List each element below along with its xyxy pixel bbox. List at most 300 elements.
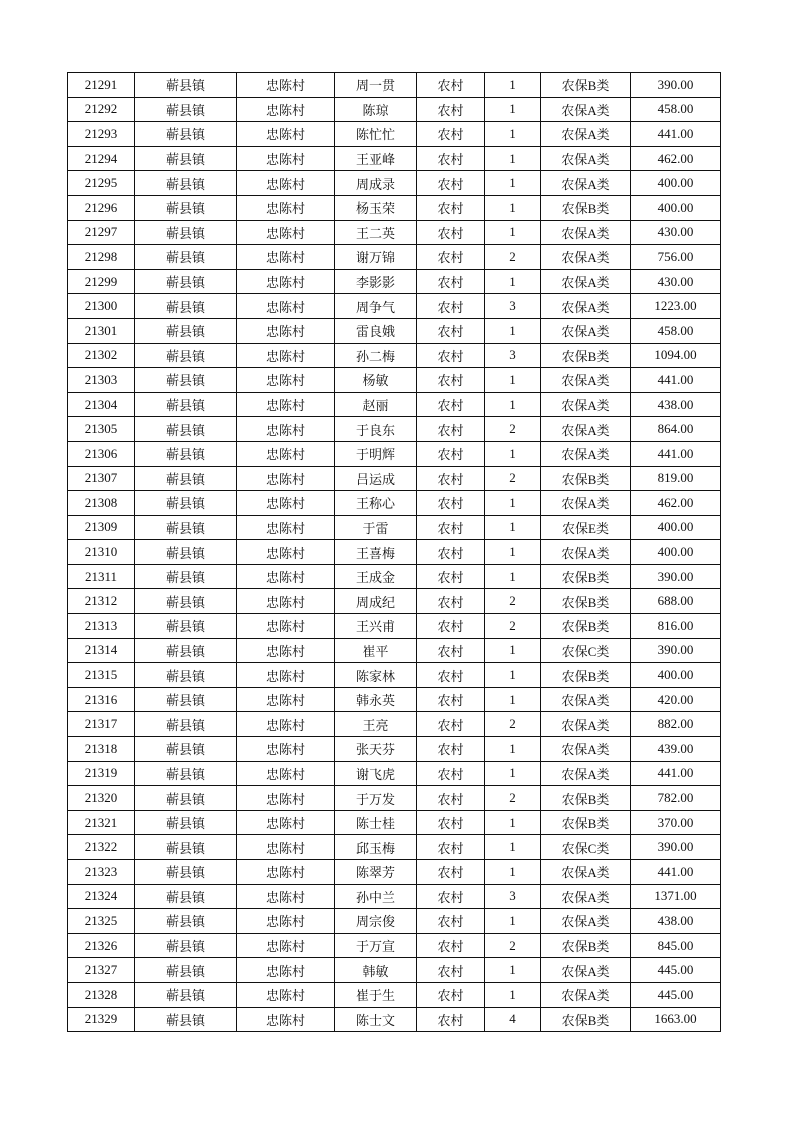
table-row: [68, 540, 721, 565]
serial-number-cell: 21306: [68, 441, 135, 466]
township-cell: 蕲县镇: [135, 392, 237, 417]
name-cell: 王兴甫: [335, 614, 417, 639]
table-row: [68, 835, 721, 860]
village-cell: 忠陈村: [237, 466, 335, 491]
township-cell: 蕲县镇: [135, 835, 237, 860]
township-cell: 蕲县镇: [135, 958, 237, 983]
table-row: [68, 245, 721, 270]
household-type-cell: 农村: [417, 220, 485, 245]
amount-cell: 756.00: [631, 245, 721, 270]
village-cell: 忠陈村: [237, 614, 335, 639]
family-size-cell: 1: [485, 540, 541, 565]
table-row: [68, 982, 721, 1007]
insurance-category-cell: 农保A类: [541, 97, 631, 122]
family-size-cell: 2: [485, 614, 541, 639]
table-row: [68, 810, 721, 835]
serial-number-cell: 21298: [68, 245, 135, 270]
name-cell: 杨敏: [335, 368, 417, 393]
village-cell: 忠陈村: [237, 835, 335, 860]
household-type-cell: 农村: [417, 860, 485, 885]
household-type-cell: 农村: [417, 687, 485, 712]
serial-number-cell: 21323: [68, 860, 135, 885]
amount-cell: 400.00: [631, 515, 721, 540]
village-cell: 忠陈村: [237, 737, 335, 762]
family-size-cell: 1: [485, 810, 541, 835]
township-cell: 蕲县镇: [135, 614, 237, 639]
township-cell: 蕲县镇: [135, 982, 237, 1007]
name-cell: 崔于生: [335, 982, 417, 1007]
township-cell: 蕲县镇: [135, 515, 237, 540]
serial-number-cell: 21319: [68, 761, 135, 786]
table-row: [68, 614, 721, 639]
name-cell: 谢飞虎: [335, 761, 417, 786]
family-size-cell: 1: [485, 737, 541, 762]
household-type-cell: 农村: [417, 564, 485, 589]
name-cell: 于良东: [335, 417, 417, 442]
table-row: [68, 909, 721, 934]
township-cell: 蕲县镇: [135, 220, 237, 245]
name-cell: 王称心: [335, 491, 417, 516]
serial-number-cell: 21329: [68, 1007, 135, 1032]
serial-number-cell: 21327: [68, 958, 135, 983]
household-type-cell: 农村: [417, 933, 485, 958]
table-row: [68, 294, 721, 319]
township-cell: 蕲县镇: [135, 269, 237, 294]
insurance-category-cell: 农保A类: [541, 737, 631, 762]
family-size-cell: 3: [485, 884, 541, 909]
table-row: [68, 958, 721, 983]
family-size-cell: 1: [485, 491, 541, 516]
amount-cell: 441.00: [631, 441, 721, 466]
serial-number-cell: 21311: [68, 564, 135, 589]
household-type-cell: 农村: [417, 441, 485, 466]
township-cell: 蕲县镇: [135, 417, 237, 442]
insurance-category-cell: 农保B类: [541, 786, 631, 811]
insurance-category-cell: 农保A类: [541, 417, 631, 442]
serial-number-cell: 21291: [68, 73, 135, 98]
village-cell: 忠陈村: [237, 515, 335, 540]
insurance-category-cell: 农保E类: [541, 515, 631, 540]
township-cell: 蕲县镇: [135, 491, 237, 516]
household-type-cell: 农村: [417, 122, 485, 147]
serial-number-cell: 21326: [68, 933, 135, 958]
township-cell: 蕲县镇: [135, 663, 237, 688]
amount-cell: 1663.00: [631, 1007, 721, 1032]
amount-cell: 462.00: [631, 491, 721, 516]
amount-cell: 390.00: [631, 835, 721, 860]
insurance-category-cell: 农保B类: [541, 195, 631, 220]
name-cell: 周成录: [335, 171, 417, 196]
household-type-cell: 农村: [417, 195, 485, 220]
township-cell: 蕲县镇: [135, 687, 237, 712]
amount-cell: 782.00: [631, 786, 721, 811]
family-size-cell: 2: [485, 712, 541, 737]
household-type-cell: 农村: [417, 1007, 485, 1032]
insurance-category-cell: 农保B类: [541, 564, 631, 589]
family-size-cell: 1: [485, 368, 541, 393]
township-cell: 蕲县镇: [135, 540, 237, 565]
serial-number-cell: 21312: [68, 589, 135, 614]
table-row: [68, 73, 721, 98]
name-cell: 于明辉: [335, 441, 417, 466]
township-cell: 蕲县镇: [135, 195, 237, 220]
table-row: [68, 171, 721, 196]
table-row: [68, 318, 721, 343]
village-cell: 忠陈村: [237, 540, 335, 565]
household-type-cell: 农村: [417, 466, 485, 491]
village-cell: 忠陈村: [237, 589, 335, 614]
household-type-cell: 农村: [417, 491, 485, 516]
serial-number-cell: 21307: [68, 466, 135, 491]
name-cell: 陈翠芳: [335, 860, 417, 885]
serial-number-cell: 21313: [68, 614, 135, 639]
serial-number-cell: 21294: [68, 146, 135, 171]
family-size-cell: 1: [485, 122, 541, 147]
family-size-cell: 1: [485, 761, 541, 786]
table-row: [68, 392, 721, 417]
township-cell: 蕲县镇: [135, 933, 237, 958]
township-cell: 蕲县镇: [135, 884, 237, 909]
amount-cell: 390.00: [631, 638, 721, 663]
township-cell: 蕲县镇: [135, 860, 237, 885]
serial-number-cell: 21310: [68, 540, 135, 565]
table-row: [68, 712, 721, 737]
serial-number-cell: 21309: [68, 515, 135, 540]
name-cell: 王亚峰: [335, 146, 417, 171]
household-type-cell: 农村: [417, 761, 485, 786]
family-size-cell: 2: [485, 417, 541, 442]
family-size-cell: 2: [485, 933, 541, 958]
family-size-cell: 3: [485, 294, 541, 319]
serial-number-cell: 21305: [68, 417, 135, 442]
name-cell: 王喜梅: [335, 540, 417, 565]
name-cell: 周争气: [335, 294, 417, 319]
amount-cell: 445.00: [631, 958, 721, 983]
table-row: [68, 737, 721, 762]
amount-cell: 430.00: [631, 269, 721, 294]
township-cell: 蕲县镇: [135, 343, 237, 368]
household-type-cell: 农村: [417, 663, 485, 688]
insurance-category-cell: 农保B类: [541, 589, 631, 614]
insurance-category-cell: 农保A类: [541, 540, 631, 565]
table-row: [68, 933, 721, 958]
insurance-category-cell: 农保B类: [541, 614, 631, 639]
table-body: [68, 73, 721, 1032]
amount-cell: 400.00: [631, 195, 721, 220]
township-cell: 蕲县镇: [135, 146, 237, 171]
table-row: [68, 761, 721, 786]
table-row: [68, 884, 721, 909]
table-row: [68, 97, 721, 122]
amount-cell: 390.00: [631, 73, 721, 98]
family-size-cell: 2: [485, 786, 541, 811]
township-cell: 蕲县镇: [135, 909, 237, 934]
amount-cell: 441.00: [631, 122, 721, 147]
name-cell: 赵丽: [335, 392, 417, 417]
family-size-cell: 2: [485, 589, 541, 614]
table-row: [68, 491, 721, 516]
village-cell: 忠陈村: [237, 564, 335, 589]
serial-number-cell: 21300: [68, 294, 135, 319]
household-type-cell: 农村: [417, 343, 485, 368]
table-row: [68, 441, 721, 466]
serial-number-cell: 21297: [68, 220, 135, 245]
name-cell: 陈家林: [335, 663, 417, 688]
name-cell: 周成纪: [335, 589, 417, 614]
name-cell: 陈琼: [335, 97, 417, 122]
amount-cell: 438.00: [631, 392, 721, 417]
serial-number-cell: 21293: [68, 122, 135, 147]
serial-number-cell: 21296: [68, 195, 135, 220]
insurance-category-cell: 农保B类: [541, 466, 631, 491]
table-row: [68, 1007, 721, 1032]
serial-number-cell: 21295: [68, 171, 135, 196]
insurance-category-cell: 农保C类: [541, 638, 631, 663]
township-cell: 蕲县镇: [135, 368, 237, 393]
name-cell: 吕运成: [335, 466, 417, 491]
household-type-cell: 农村: [417, 589, 485, 614]
name-cell: 陈忙忙: [335, 122, 417, 147]
serial-number-cell: 21320: [68, 786, 135, 811]
table-row: [68, 589, 721, 614]
name-cell: 李影影: [335, 269, 417, 294]
name-cell: 韩永英: [335, 687, 417, 712]
family-size-cell: 2: [485, 245, 541, 270]
name-cell: 杨玉荣: [335, 195, 417, 220]
amount-cell: 462.00: [631, 146, 721, 171]
table-row: [68, 786, 721, 811]
serial-number-cell: 21324: [68, 884, 135, 909]
village-cell: 忠陈村: [237, 417, 335, 442]
table-row: [68, 638, 721, 663]
insurance-category-cell: 农保B类: [541, 73, 631, 98]
village-cell: 忠陈村: [237, 269, 335, 294]
family-size-cell: 1: [485, 909, 541, 934]
village-cell: 忠陈村: [237, 146, 335, 171]
insurance-category-cell: 农保B类: [541, 663, 631, 688]
household-type-cell: 农村: [417, 909, 485, 934]
village-cell: 忠陈村: [237, 761, 335, 786]
amount-cell: 882.00: [631, 712, 721, 737]
household-type-cell: 农村: [417, 737, 485, 762]
serial-number-cell: 21304: [68, 392, 135, 417]
insurance-category-cell: 农保A类: [541, 958, 631, 983]
amount-cell: 400.00: [631, 663, 721, 688]
serial-number-cell: 21318: [68, 737, 135, 762]
household-type-cell: 农村: [417, 73, 485, 98]
amount-cell: 441.00: [631, 368, 721, 393]
family-size-cell: 1: [485, 860, 541, 885]
village-cell: 忠陈村: [237, 318, 335, 343]
family-size-cell: 1: [485, 171, 541, 196]
village-cell: 忠陈村: [237, 638, 335, 663]
insurance-category-cell: 农保A类: [541, 318, 631, 343]
village-cell: 忠陈村: [237, 343, 335, 368]
amount-cell: 1223.00: [631, 294, 721, 319]
amount-cell: 438.00: [631, 909, 721, 934]
family-size-cell: 1: [485, 687, 541, 712]
serial-number-cell: 21328: [68, 982, 135, 1007]
insurance-category-cell: 农保A类: [541, 146, 631, 171]
family-size-cell: 1: [485, 269, 541, 294]
township-cell: 蕲县镇: [135, 564, 237, 589]
amount-cell: 864.00: [631, 417, 721, 442]
allowance-table: [67, 72, 721, 1032]
family-size-cell: 1: [485, 97, 541, 122]
table-row: [68, 687, 721, 712]
family-size-cell: 1: [485, 958, 541, 983]
amount-cell: 845.00: [631, 933, 721, 958]
serial-number-cell: 21317: [68, 712, 135, 737]
serial-number-cell: 21292: [68, 97, 135, 122]
insurance-category-cell: 农保A类: [541, 884, 631, 909]
amount-cell: 458.00: [631, 318, 721, 343]
township-cell: 蕲县镇: [135, 97, 237, 122]
village-cell: 忠陈村: [237, 810, 335, 835]
family-size-cell: 1: [485, 220, 541, 245]
township-cell: 蕲县镇: [135, 294, 237, 319]
household-type-cell: 农村: [417, 171, 485, 196]
amount-cell: 816.00: [631, 614, 721, 639]
village-cell: 忠陈村: [237, 909, 335, 934]
amount-cell: 430.00: [631, 220, 721, 245]
insurance-category-cell: 农保A类: [541, 761, 631, 786]
insurance-category-cell: 农保A类: [541, 860, 631, 885]
name-cell: 张天芬: [335, 737, 417, 762]
name-cell: 邱玉梅: [335, 835, 417, 860]
table-row: [68, 860, 721, 885]
insurance-category-cell: 农保C类: [541, 835, 631, 860]
serial-number-cell: 21321: [68, 810, 135, 835]
amount-cell: 439.00: [631, 737, 721, 762]
amount-cell: 458.00: [631, 97, 721, 122]
village-cell: 忠陈村: [237, 491, 335, 516]
family-size-cell: 1: [485, 146, 541, 171]
amount-cell: 1371.00: [631, 884, 721, 909]
name-cell: 王成金: [335, 564, 417, 589]
village-cell: 忠陈村: [237, 392, 335, 417]
serial-number-cell: 21316: [68, 687, 135, 712]
insurance-category-cell: 农保A类: [541, 245, 631, 270]
township-cell: 蕲县镇: [135, 73, 237, 98]
household-type-cell: 农村: [417, 318, 485, 343]
household-type-cell: 农村: [417, 417, 485, 442]
township-cell: 蕲县镇: [135, 122, 237, 147]
insurance-category-cell: 农保A类: [541, 441, 631, 466]
village-cell: 忠陈村: [237, 933, 335, 958]
name-cell: 陈士文: [335, 1007, 417, 1032]
insurance-category-cell: 农保B类: [541, 810, 631, 835]
village-cell: 忠陈村: [237, 97, 335, 122]
serial-number-cell: 21302: [68, 343, 135, 368]
table-row: [68, 146, 721, 171]
family-size-cell: 1: [485, 515, 541, 540]
township-cell: 蕲县镇: [135, 638, 237, 663]
insurance-category-cell: 农保A类: [541, 982, 631, 1007]
village-cell: 忠陈村: [237, 860, 335, 885]
serial-number-cell: 21301: [68, 318, 135, 343]
township-cell: 蕲县镇: [135, 245, 237, 270]
family-size-cell: 1: [485, 835, 541, 860]
amount-cell: 445.00: [631, 982, 721, 1007]
township-cell: 蕲县镇: [135, 441, 237, 466]
household-type-cell: 农村: [417, 540, 485, 565]
township-cell: 蕲县镇: [135, 712, 237, 737]
amount-cell: 400.00: [631, 540, 721, 565]
village-cell: 忠陈村: [237, 294, 335, 319]
family-size-cell: 1: [485, 638, 541, 663]
table-row: [68, 343, 721, 368]
table-row: [68, 195, 721, 220]
village-cell: 忠陈村: [237, 1007, 335, 1032]
household-type-cell: 农村: [417, 294, 485, 319]
name-cell: 雷良娥: [335, 318, 417, 343]
household-type-cell: 农村: [417, 884, 485, 909]
village-cell: 忠陈村: [237, 195, 335, 220]
village-cell: 忠陈村: [237, 73, 335, 98]
family-size-cell: 1: [485, 392, 541, 417]
village-cell: 忠陈村: [237, 786, 335, 811]
table-row: [68, 220, 721, 245]
village-cell: 忠陈村: [237, 884, 335, 909]
township-cell: 蕲县镇: [135, 761, 237, 786]
family-size-cell: 1: [485, 73, 541, 98]
name-cell: 于万发: [335, 786, 417, 811]
table-row: [68, 663, 721, 688]
village-cell: 忠陈村: [237, 122, 335, 147]
amount-cell: 441.00: [631, 761, 721, 786]
serial-number-cell: 21315: [68, 663, 135, 688]
household-type-cell: 农村: [417, 515, 485, 540]
name-cell: 王亮: [335, 712, 417, 737]
household-type-cell: 农村: [417, 392, 485, 417]
name-cell: 周宗俊: [335, 909, 417, 934]
serial-number-cell: 21308: [68, 491, 135, 516]
amount-cell: 1094.00: [631, 343, 721, 368]
insurance-category-cell: 农保A类: [541, 687, 631, 712]
township-cell: 蕲县镇: [135, 171, 237, 196]
serial-number-cell: 21303: [68, 368, 135, 393]
amount-cell: 390.00: [631, 564, 721, 589]
name-cell: 孙二梅: [335, 343, 417, 368]
household-type-cell: 农村: [417, 982, 485, 1007]
household-type-cell: 农村: [417, 269, 485, 294]
name-cell: 孙中兰: [335, 884, 417, 909]
family-size-cell: 3: [485, 343, 541, 368]
household-type-cell: 农村: [417, 786, 485, 811]
family-size-cell: 4: [485, 1007, 541, 1032]
insurance-category-cell: 农保A类: [541, 294, 631, 319]
name-cell: 王二英: [335, 220, 417, 245]
insurance-category-cell: 农保A类: [541, 491, 631, 516]
table-row: [68, 269, 721, 294]
township-cell: 蕲县镇: [135, 786, 237, 811]
village-cell: 忠陈村: [237, 368, 335, 393]
amount-cell: 370.00: [631, 810, 721, 835]
insurance-category-cell: 农保A类: [541, 269, 631, 294]
township-cell: 蕲县镇: [135, 810, 237, 835]
table-row: [68, 368, 721, 393]
household-type-cell: 农村: [417, 97, 485, 122]
table-row: [68, 564, 721, 589]
household-type-cell: 农村: [417, 835, 485, 860]
serial-number-cell: 21322: [68, 835, 135, 860]
table-row: [68, 515, 721, 540]
village-cell: 忠陈村: [237, 958, 335, 983]
village-cell: 忠陈村: [237, 220, 335, 245]
insurance-category-cell: 农保B类: [541, 933, 631, 958]
name-cell: 于雷: [335, 515, 417, 540]
